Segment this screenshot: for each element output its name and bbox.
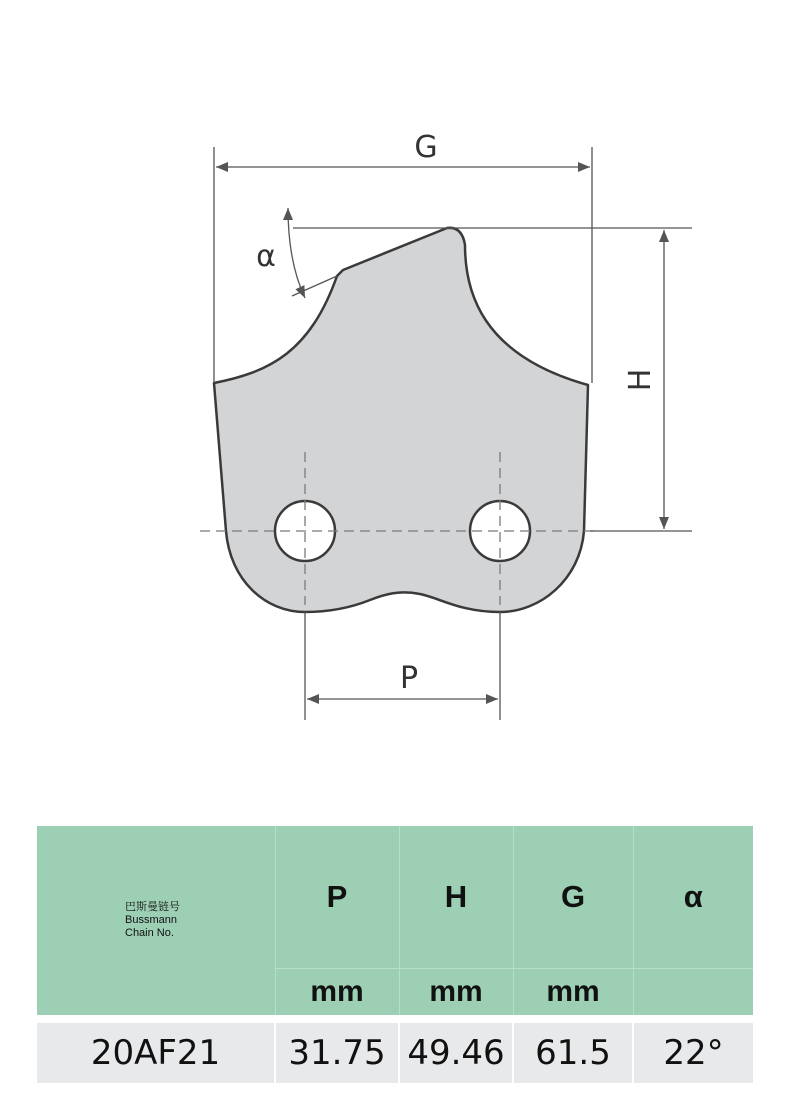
- spec-table: [37, 826, 753, 1083]
- model-column-header: [37, 826, 275, 1015]
- dimension-alpha: [288, 208, 337, 298]
- model-header-chinese: 巴斯曼链号: [125, 901, 180, 913]
- table-row: [37, 1023, 753, 1083]
- cell-model: 20AF21: [37, 1023, 275, 1083]
- unit-h: mm: [399, 969, 513, 1016]
- model-header-line1: Bussmann: [125, 914, 177, 926]
- label-p: P: [399, 661, 419, 696]
- spec-table-container: [37, 826, 753, 1082]
- column-header-g: G: [513, 826, 633, 969]
- label-alpha: α: [256, 239, 276, 274]
- cell-alpha: 22°: [633, 1023, 753, 1083]
- label-h: H: [623, 368, 658, 392]
- column-header-alpha: α: [633, 826, 753, 969]
- column-header-p: P: [275, 826, 399, 969]
- column-header-h: H: [399, 826, 513, 969]
- unit-alpha: [633, 969, 753, 1016]
- cell-g: 61.5: [513, 1023, 633, 1083]
- cell-p: 31.75: [275, 1023, 399, 1083]
- label-g: G: [414, 130, 438, 165]
- cell-h: 49.46: [399, 1023, 513, 1083]
- unit-g: mm: [513, 969, 633, 1016]
- model-header-line2: Chain No.: [125, 927, 174, 939]
- spacer-row: [37, 1015, 753, 1023]
- unit-p: mm: [275, 969, 399, 1016]
- header-row: [37, 826, 753, 969]
- chain-plate-shape: [214, 228, 588, 612]
